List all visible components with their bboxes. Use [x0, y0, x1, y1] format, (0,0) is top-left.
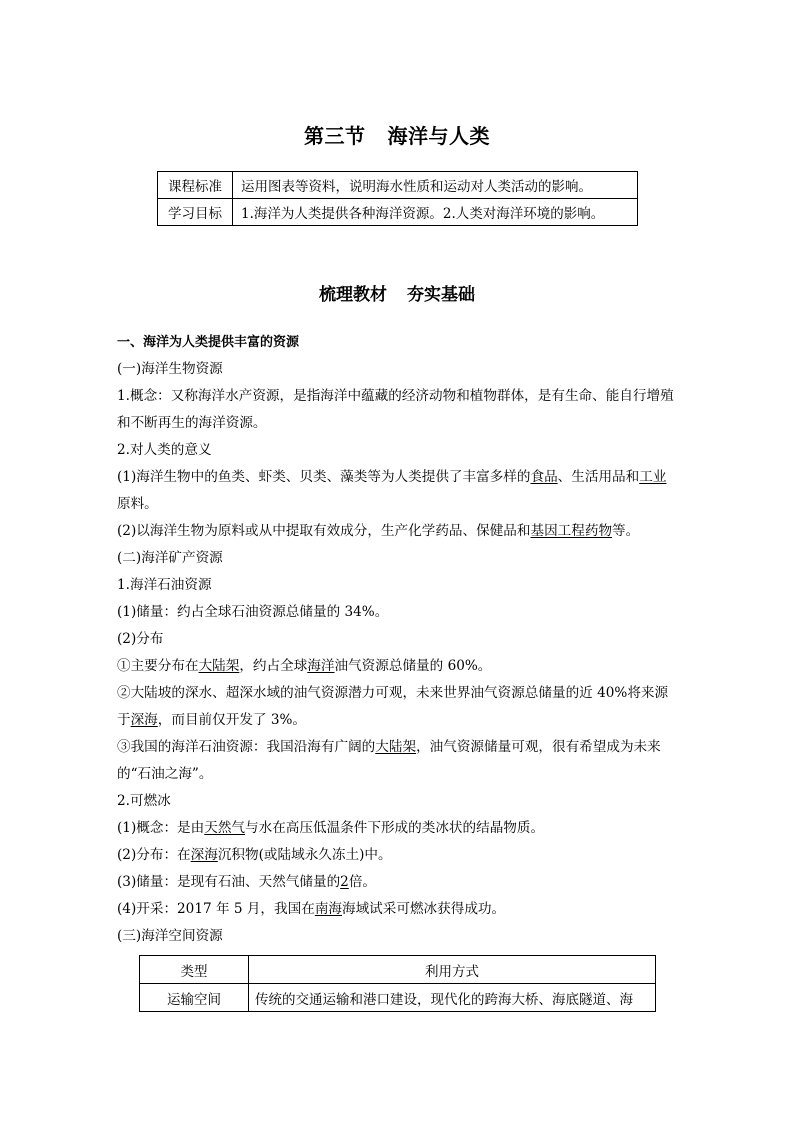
bio-meaning-2: (2)以海洋生物为原料或从中提取有效成分，生产化学药品、保健品和基因工程药物等。: [117, 523, 640, 539]
standards-key: 课程标准: [158, 172, 233, 199]
ice-exploitation: (4)开采：2017 年 5 月，我国在南海海域试采可燃冰获得成功。: [117, 901, 506, 917]
title-section-number: 第三节: [304, 124, 366, 148]
table-row: [140, 984, 656, 1012]
blank-answer: 海洋: [307, 658, 335, 674]
ice-distribution: (2)分布：在深海沉积物(或陆域永久冻土)中。: [117, 847, 392, 863]
page-title: [0, 120, 794, 149]
blank-answer: 2: [340, 874, 349, 890]
heading-space: (三)海洋空间资源: [117, 928, 223, 944]
standards-value: 运用图表等资料，说明海水性质和运动对人类活动的影响。: [233, 172, 638, 199]
table-row: [158, 199, 638, 226]
table-row: [140, 956, 656, 984]
heading-mineral: (二)海洋矿产资源: [117, 550, 223, 566]
heading-level1: 一、海洋为人类提供丰富的资源: [117, 335, 300, 350]
section-heading-right: 夯实基础: [407, 285, 475, 305]
blank-answer: 南海: [314, 901, 342, 917]
blank-answer: 天然气: [204, 820, 246, 836]
oil-heading: 1.海洋石油资源: [117, 577, 212, 593]
table-row: [158, 172, 638, 199]
blank-answer: 大陆架: [198, 658, 240, 674]
column-header-use: 利用方式: [249, 956, 656, 984]
blank-answer: 深海: [190, 847, 218, 863]
objectives-value: 1.海洋为人类提供各种海洋资源。2.人类对海洋环境的影响。: [233, 199, 638, 226]
blank-answer: 工业: [639, 469, 667, 485]
content-body: [117, 329, 679, 950]
section-heading: [0, 280, 794, 305]
title-topic: 海洋与人类: [387, 124, 490, 148]
ice-concept: (1)概念：是由天然气与水在高压低温条件下形成的类冰状的结晶物质。: [117, 820, 545, 836]
bio-meaning-1: (1)海洋生物中的鱼类、虾类、贝类、藻类等为人类提供了丰富多样的食品、生活用品和工业原料。: [117, 469, 667, 512]
objectives-key: 学习目标: [158, 199, 233, 226]
oil-reserves: (1)储量：约占全球石油资源总储量的 34%。: [117, 604, 389, 620]
blank-answer: 食品: [530, 469, 558, 485]
blank-answer: 基因工程药物: [530, 523, 613, 539]
oil-distribution-1: ①主要分布在大陆架，约占全球海洋油气资源总储量的 60%。: [117, 658, 492, 674]
standards-table: [157, 171, 638, 226]
oil-distribution-2: ②大陆坡的深水、超深水域的油气资源潜力可观，未来世界油气资源总储量的近 40%将来源于深海，而目前仅开发了 3%。: [117, 685, 669, 728]
space-resources-table: [139, 955, 656, 1012]
bio-concept: 1.概念：又称海洋水产资源，是指海洋中蕴藏的经济动物和植物群体，是有生命、能自行增殖和不断再生的海洋资源。: [117, 388, 674, 431]
blank-answer: 大陆架: [375, 739, 417, 755]
bio-meaning-heading: 2.对人类的意义: [117, 442, 212, 458]
ice-heading: 2.可燃冰: [117, 793, 171, 809]
ice-reserves: (3)储量：是现有石油、天然气储量的2倍。: [117, 874, 377, 890]
blank-answer: 深海: [130, 712, 158, 728]
oil-distribution-3: ③我国的海洋石油资源：我国沿海有广阔的大陆架，油气资源储量可观，很有希望成为未来的“石油之海”。: [117, 739, 661, 782]
cell-type: 运输空间: [140, 984, 249, 1012]
section-heading-left: 梳理教材: [319, 285, 387, 305]
heading-bio: (一)海洋生物资源: [117, 361, 223, 377]
column-header-type: 类型: [140, 956, 249, 984]
cell-use: 传统的交通运输和港口建设，现代化的跨海大桥、海底隧道、海: [249, 984, 656, 1012]
oil-distribution-heading: (2)分布: [117, 631, 164, 647]
